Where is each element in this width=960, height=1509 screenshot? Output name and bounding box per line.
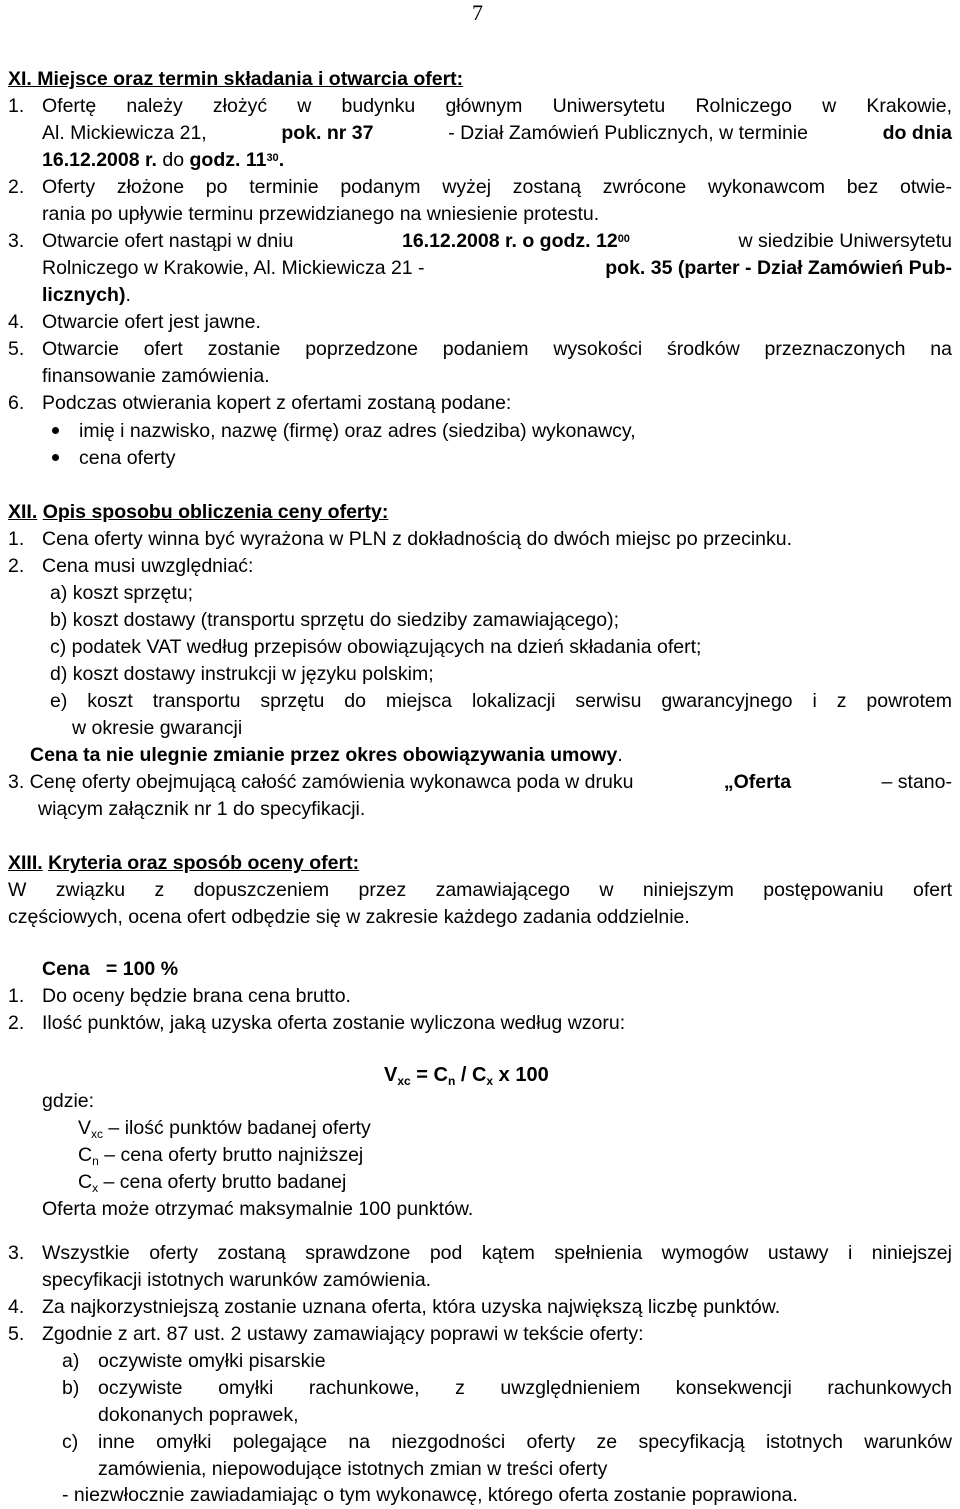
correction-a-label: a) (62, 1350, 80, 1372)
formula-v-sub: xc (397, 1074, 411, 1088)
xi-item-1-line-3 (42, 147, 284, 173)
xi-item-2-number: 2. (8, 176, 25, 198)
xii-item-2: Cena musi uwzględniać: (42, 555, 254, 577)
xiii-item-4-number: 4. (8, 1296, 25, 1318)
xi-opening-room-end: licznych) (42, 284, 126, 306)
xiii-title: Kryteria oraz sposób oceny ofert: (48, 852, 360, 874)
def-text: – cena oferty brutto najniższej (98, 1144, 364, 1166)
xi-room: pok. nr 37 (281, 122, 374, 144)
xi-item-5-line-2: finansowanie zamówienia. (42, 365, 270, 387)
xi-item-3-line-3 (42, 282, 131, 308)
xi-opening-text: Otwarcie ofert nastąpi w dniu (42, 230, 294, 252)
xiii-item-5: Zgodnie z art. 87 ust. 2 ustawy zamawiający poprawi w tekście oferty: (42, 1323, 644, 1345)
xi-item-6: Podczas otwierania kopert z ofertami zostaną podane: (42, 392, 512, 414)
xi-item-4-number: 4. (8, 311, 25, 333)
xii-cost-item: a) koszt sprzętu; (50, 582, 194, 604)
def-sub: xc (91, 1127, 104, 1141)
xi-item-4: Otwarcie ofert jest jawne. (42, 311, 261, 333)
xi-opening-room: pok. 35 (parter - Dział Zamówień Pub- (605, 257, 952, 279)
xiii-item-1: Do oceny będzie brana cena brutto. (42, 985, 351, 1007)
xi-opening-dot: . (125, 284, 131, 306)
page-number: 7 (472, 0, 483, 25)
formula-cn-sub: n (447, 1074, 456, 1088)
xi-bullet-item: cena oferty (79, 447, 176, 469)
xi-item-3-line-1 (42, 228, 952, 254)
formula-eq: = C (410, 1064, 448, 1086)
xiii-criterion: Cena = 100 % (42, 958, 179, 980)
xii-item-3-cont: – stano- (881, 771, 952, 793)
xii-item-3-line-1 (8, 769, 952, 795)
xi-item-1-line-2 (42, 120, 952, 146)
xiii-item-4: Za najkorzystniejszą zostanie uznana oferta, która uzyska największą liczbę punktów. (42, 1296, 781, 1318)
section-xi-heading: XI. Miejsce oraz termin składania i otwarcia ofert: (8, 68, 464, 90)
xii-number: XII. (8, 501, 38, 523)
xiii-item-3-number: 3. (8, 1242, 25, 1264)
xi-deadline-do: do (162, 149, 185, 171)
correction-b-line-2: dokonanych poprawek, (98, 1404, 299, 1426)
section-xiii-heading (8, 850, 359, 876)
def-symbol: V (78, 1117, 92, 1139)
xii-cost-item: b) koszt dostawy (transportu sprzętu do siedziby zamawiającego); (50, 609, 620, 631)
def-symbol: C (78, 1171, 93, 1193)
xii-cost-item: d) koszt dostawy instrukcji w języku polskim; (50, 663, 434, 685)
def-symbol: C (78, 1144, 93, 1166)
formula-def (78, 1169, 346, 1197)
def-sub: x (92, 1181, 99, 1195)
correction-c-line-2: zamówienia, niepowodujące istotnych zmian w treści oferty (98, 1458, 608, 1480)
correction-a: oczywiste omyłki pisarskie (98, 1350, 326, 1372)
formula-cx-sub: x (486, 1074, 494, 1088)
xii-note-text: Cena ta nie ulegnie zmianie przez okres obowiązywania umowy (30, 744, 618, 766)
xi-item-3-line-2 (42, 255, 952, 281)
xiii-number: XIII. (8, 852, 43, 874)
xii-item-1-number: 1. (8, 528, 25, 550)
xii-item-2-number: 2. (8, 555, 25, 577)
xi-deadline-minutes: 30 (266, 152, 279, 164)
xii-note (30, 742, 623, 768)
xi-item-6-number: 6. (8, 392, 25, 414)
xii-item-3-line-2: wiącym załącznik nr 1 do specyfikacji. (38, 798, 366, 820)
xi-item-1-line-1: Ofertę należy złożyć w budynku głównym Uniwersytetu Rolniczego w Krakowie, (42, 95, 952, 117)
xi-item-1-number: 1. (8, 95, 25, 117)
max-points: Oferta może otrzymać maksymalnie 100 punktów. (42, 1198, 474, 1220)
def-sub: n (92, 1154, 99, 1168)
xiii-item-3-line-2: specyfikacji istotnych warunków zamówienia. (42, 1269, 432, 1291)
xii-note-dot: . (617, 744, 623, 766)
xiii-item-5-number: 5. (8, 1323, 25, 1345)
def-text: – ilość punktów badanej oferty (103, 1117, 371, 1139)
formula-div: / C (455, 1064, 487, 1086)
xi-opening-minutes: 00 (617, 233, 630, 245)
xiii-item-2-number: 2. (8, 1012, 25, 1034)
formula-mult: x 100 (493, 1064, 549, 1086)
xii-offer-form: „Oferta (723, 771, 792, 793)
xi-bullet-item: imię i nazwisko, nazwę (firmę) oraz adres (siedziba) wykonawcy, (79, 420, 636, 442)
correction-c-label: c) (62, 1431, 79, 1453)
final-note: - niezwłocznie zawiadamiając o tym wykonawcę, którego oferta zostanie poprawiona. (62, 1484, 798, 1506)
bullet-icon (52, 427, 59, 434)
xiii-intro-line-2: częściowych, ocena ofert odbędzie się w zakresie każdego zadania oddzielnie. (8, 906, 690, 928)
correction-b-line-1: oczywiste omyłki rachunkowe, z uwzględnieniem konsekwencji rachunkowych (98, 1377, 952, 1399)
xi-item-5-line-1: Otwarcie ofert zostanie poprzedzone podaniem wysokości środków przeznaczonych na (42, 338, 952, 360)
xi-item-2-line-2: rania po upływie terminu przewidzianego na wniesienie protestu. (42, 203, 600, 225)
xi-department: - Dział Zamówień Publicznych, w terminie (448, 122, 808, 144)
xi-address: Al. Mickiewicza 21, (42, 122, 207, 144)
xi-opening-place: w siedzibie Uniwersytetu (738, 230, 952, 252)
formula-where: gdzie: (42, 1090, 95, 1112)
xi-deadline-hour: godz. 11 (189, 149, 267, 171)
formula-v: V (384, 1064, 398, 1086)
formula-def (78, 1115, 371, 1143)
xiii-item-3-line-1: Wszystkie oferty zostaną sprawdzone pod kątem spełnienia wymogów ustawy i niniejszej (42, 1242, 952, 1264)
xii-cost-item: c) podatek VAT według przepisów obowiązujących na dzień składania ofert; (50, 636, 702, 658)
xii-item-1: Cena oferty winna być wyrażona w PLN z dokładnością do dwóch miejsc po przecinku. (42, 528, 793, 550)
section-xii-heading (8, 499, 388, 525)
xi-item-5-number: 5. (8, 338, 25, 360)
def-text: – cena oferty brutto badanej (98, 1171, 347, 1193)
correction-b-label: b) (62, 1377, 80, 1399)
scoring-formula (384, 1062, 549, 1090)
xii-cost-item-cont: w okresie gwarancji (72, 717, 243, 739)
xi-item-3-number: 3. (8, 230, 25, 252)
xiii-item-1-number: 1. (8, 985, 25, 1007)
bullet-icon (52, 454, 59, 461)
xii-item-3-text: 3. Cenę oferty obejmującą całość zamówienia wykonawca poda w druku (8, 771, 634, 793)
xi-opening-address: Rolniczego w Krakowie, Al. Mickiewicza 21 - (42, 257, 425, 279)
correction-c-line-1: inne omyłki polegające na niezgodności oferty ze specyfikacją istotnych warunków (98, 1431, 952, 1453)
xi-deadline-date: 16.12.2008 r. (42, 149, 157, 171)
xiii-item-2: Ilość punktów, jaką uzyska oferta zostanie wyliczona według wzoru: (42, 1012, 626, 1034)
formula-def (78, 1142, 363, 1170)
xi-opening-date: 16.12.2008 r. o godz. 12 (401, 230, 618, 252)
xi-deadline-label: do dnia (882, 122, 952, 144)
xiii-intro-line-1: W związku z dopuszczeniem przez zamawiającego w niniejszym postępowaniu ofert (8, 879, 952, 901)
xi-deadline-dot: . (278, 149, 285, 171)
xi-item-2-line-1: Oferty złożone po terminie podanym wyżej zostaną zwrócone wykonawcom bez otwie- (42, 176, 952, 198)
xii-cost-item: e) koszt transportu sprzętu do miejsca lokalizacji serwisu gwarancyjnego i z powrotem (50, 690, 952, 712)
xii-title: Opis sposobu obliczenia ceny oferty: (42, 501, 389, 523)
